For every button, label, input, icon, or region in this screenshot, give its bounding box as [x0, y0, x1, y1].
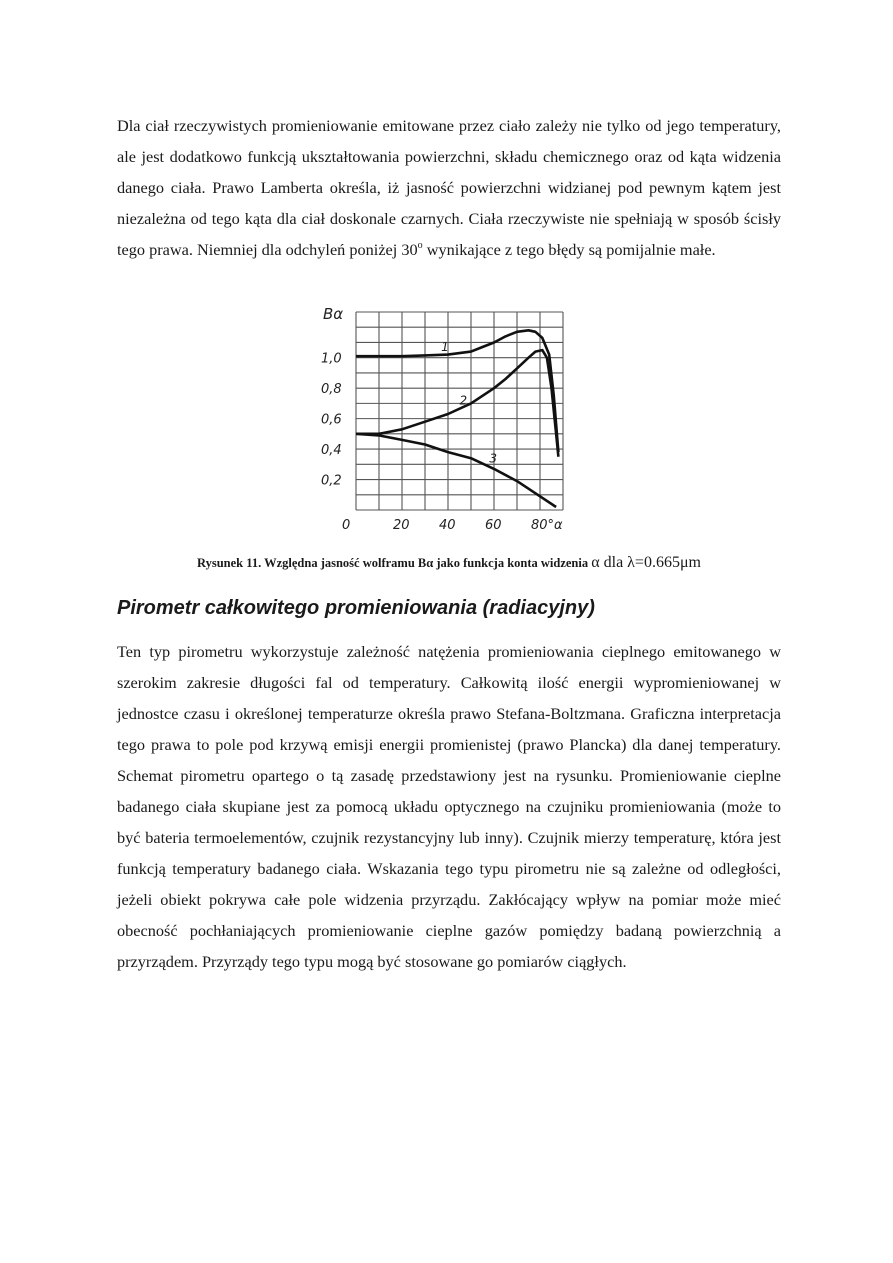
intro-text: Dla ciał rzeczywistych promieniowanie emitowane przez ciało zależy nie tylko od jego temperatury, ale jest dodatkowo funkcją ukształtowania powierzchni, składu chemicznego oraz od kąta widzenia danego ciała. Prawo Lamberta określa, iż jasność powierzchni widzianej pod pewnym kątem jest niezależna od tego kąta dla ciał doskonale czarnych. Ciała rzeczywiste nie spełniają w sposób ścisły tego prawa. Niemniej dla odchyleń poniżej 30: [117, 116, 781, 259]
intro-text-end: wynikające z tego błędy są pomijalnie małe.: [422, 240, 716, 259]
x-tick-label: 80°α: [531, 518, 563, 533]
y-tick-label: 0,6: [321, 412, 342, 428]
figure-caption: [117, 554, 781, 572]
brightness-chart: [318, 300, 590, 535]
pyrometer-paragraph: Ten typ pirometru wykorzystuje zależność natężenia promieniowania cieplnego emitowanego w szerokim zakresie długości fal od temperatury. Całkowitą ilość energii wypromieniowanej w jednostce czasu i określonej temperaturze określa prawo Stefana-Boltzmana. Graficzna interpretacja tego prawa to pole pod krzywą emisji energii promienistej (prawo Plancka) dla danej temperatury. Schemat pirometru opartego o tą zasadę przedstawiony jest na rysunku. Promieniowanie cieplne badanego ciała skupiane jest za pomocą układu optycznego na czujniku promieniowania (może to być bateria termoelementów, czujnik rezystancyjny lub inny). Czujnik mierzy temperaturę, która jest funkcją temperatury badanego ciała. Wskazania tego typu pirometru nie są zależne od odległości, jeżeli obiekt pokrywa całe pole widzenia przyrządu. Zakłócający wpływ na pomiar może mieć obecność pochłaniających promieniowanie cieplne gazów pomiędzy badaną powierzchnią a przyrządem. Przyrządy tego typu mogą być stosowane go pomiarów ciągłych.: [117, 642, 781, 971]
x-tick-label: 0: [342, 518, 351, 533]
y-tick-label: 1,0: [321, 351, 342, 367]
series-label-2: 2: [459, 393, 468, 408]
series-curve-3: [356, 434, 556, 507]
intro-paragraph: [117, 110, 781, 265]
series-label-1: 1: [441, 339, 449, 354]
section-heading: Pirometr całkowitego promieniowania (radiacyjny): [117, 597, 595, 619]
y-tick-label: 0,8: [321, 382, 342, 398]
x-tick-label: 20: [393, 518, 410, 533]
degree-superscript: o: [417, 240, 423, 251]
x-tick-label: 60: [485, 518, 502, 533]
x-tick-label: 40: [439, 518, 456, 533]
series-label-3: 3: [489, 451, 498, 466]
caption-formula: α dla λ=0.665μm: [591, 554, 701, 571]
y-axis-label: Bα: [323, 305, 344, 323]
y-tick-label: 0,2: [321, 473, 342, 489]
caption-text: Rysunek 11. Względna jasność wolframu Bα jako funkcja konta widzenia: [197, 556, 592, 570]
y-tick-label: 0,4: [321, 443, 342, 459]
